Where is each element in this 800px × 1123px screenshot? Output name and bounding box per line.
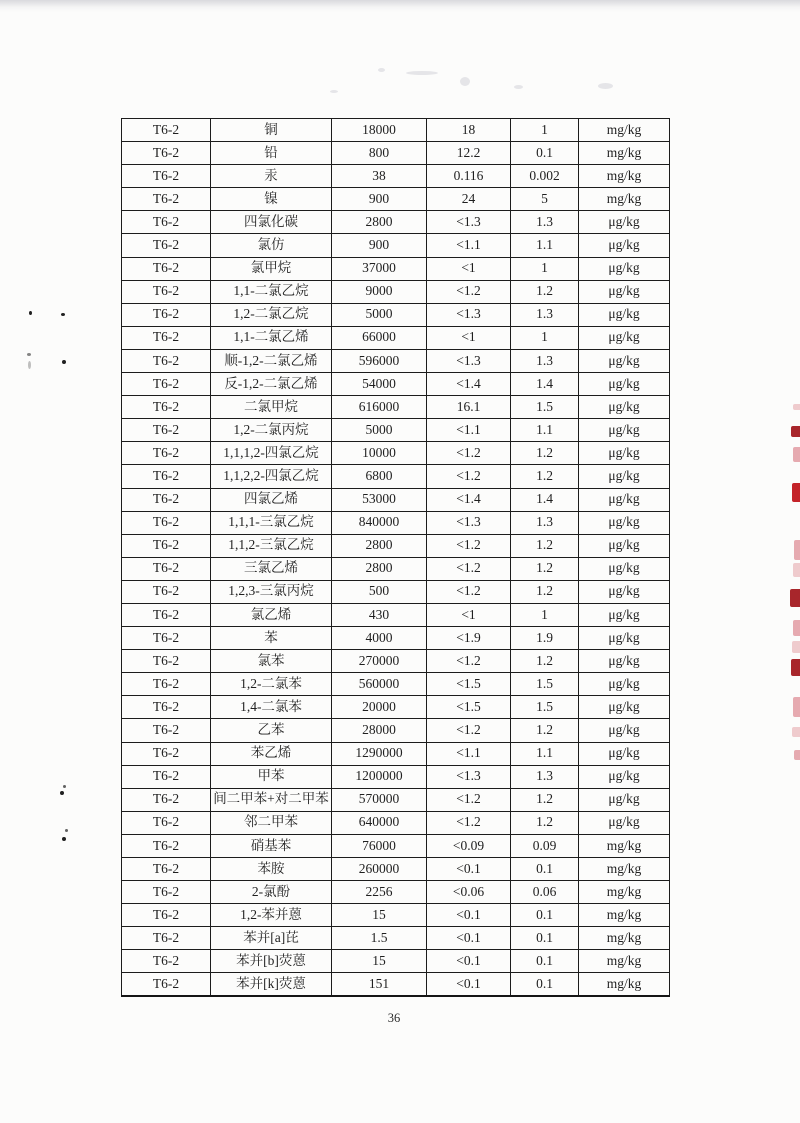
cell-sample-id: T6-2 [122, 811, 211, 834]
cell-screening-value: 28000 [332, 719, 427, 742]
cell-screening-value: 5000 [332, 303, 427, 326]
table-row [122, 465, 670, 488]
cell-sample-id: T6-2 [122, 881, 211, 904]
cell-screening-value: 1.5 [332, 927, 427, 950]
table-row [122, 142, 670, 165]
cell-measured-value: <1.2 [427, 442, 511, 465]
cell-unit: μg/kg [579, 580, 670, 603]
cell-screening-value: 570000 [332, 788, 427, 811]
cell-analyte-name: 铅 [211, 142, 332, 165]
cell-analyte-name: 氯仿 [211, 234, 332, 257]
cell-analyte-name: 苯并[k]荧蒽 [211, 973, 332, 996]
cell-screening-value: 500 [332, 580, 427, 603]
scan-speck [65, 829, 68, 832]
cell-measured-value: <1 [427, 603, 511, 626]
cell-sample-id: T6-2 [122, 742, 211, 765]
scan-speck [60, 791, 64, 795]
cell-measured-value: 18 [427, 119, 511, 142]
scan-edge-shadow [0, 0, 800, 12]
cell-measured-value: <1.2 [427, 465, 511, 488]
cell-detection-limit: 1.2 [511, 557, 579, 580]
cell-analyte-name: 1,1,1-三氯乙烷 [211, 511, 332, 534]
cell-measured-value: <1 [427, 326, 511, 349]
cell-screening-value: 15 [332, 904, 427, 927]
cell-analyte-name: 反-1,2-二氯乙烯 [211, 373, 332, 396]
cell-measured-value: <1.1 [427, 742, 511, 765]
cell-screening-value: 900 [332, 188, 427, 211]
cell-detection-limit: 1.2 [511, 788, 579, 811]
cell-sample-id: T6-2 [122, 234, 211, 257]
scan-speck [28, 361, 31, 369]
cell-unit: μg/kg [579, 280, 670, 303]
cell-analyte-name: 邻二甲苯 [211, 811, 332, 834]
cell-detection-limit: 1.3 [511, 349, 579, 372]
cell-detection-limit: 1.2 [511, 580, 579, 603]
cell-detection-limit: 5 [511, 188, 579, 211]
table-row [122, 673, 670, 696]
cell-measured-value: 12.2 [427, 142, 511, 165]
cell-detection-limit: 1.4 [511, 488, 579, 511]
cell-measured-value: <1.2 [427, 534, 511, 557]
cell-measured-value: <1.5 [427, 673, 511, 696]
cell-unit: mg/kg [579, 904, 670, 927]
cell-screening-value: 54000 [332, 373, 427, 396]
cell-detection-limit: 0.09 [511, 834, 579, 857]
scan-speck [62, 837, 66, 841]
cell-screening-value: 616000 [332, 396, 427, 419]
cell-sample-id: T6-2 [122, 973, 211, 996]
cell-detection-limit: 1.5 [511, 673, 579, 696]
cell-analyte-name: 氯乙烯 [211, 603, 332, 626]
cell-sample-id: T6-2 [122, 257, 211, 280]
cell-analyte-name: 镍 [211, 188, 332, 211]
table-row [122, 858, 670, 881]
table-row [122, 881, 670, 904]
cell-measured-value: <1.3 [427, 349, 511, 372]
cell-unit: μg/kg [579, 326, 670, 349]
table-row [122, 373, 670, 396]
cell-measured-value: <1 [427, 257, 511, 280]
cell-screening-value: 38 [332, 165, 427, 188]
cell-analyte-name: 苯胺 [211, 858, 332, 881]
cell-sample-id: T6-2 [122, 465, 211, 488]
cell-screening-value: 2800 [332, 557, 427, 580]
scan-smudge [330, 90, 338, 93]
cell-measured-value: <0.1 [427, 950, 511, 973]
cell-detection-limit: 1.2 [511, 280, 579, 303]
table-row [122, 534, 670, 557]
cell-measured-value: <0.06 [427, 881, 511, 904]
lab-results-table [121, 118, 670, 997]
scan-smudge [460, 77, 470, 86]
cell-sample-id: T6-2 [122, 904, 211, 927]
cell-sample-id: T6-2 [122, 142, 211, 165]
table-row [122, 950, 670, 973]
cell-measured-value: 24 [427, 188, 511, 211]
table-row [122, 326, 670, 349]
cell-sample-id: T6-2 [122, 396, 211, 419]
cell-sample-id: T6-2 [122, 373, 211, 396]
cell-screening-value: 4000 [332, 627, 427, 650]
cell-unit: μg/kg [579, 373, 670, 396]
cell-screening-value: 66000 [332, 326, 427, 349]
cell-measured-value: <0.1 [427, 973, 511, 996]
table-row [122, 696, 670, 719]
cell-analyte-name: 间二甲苯+对二甲苯 [211, 788, 332, 811]
table-row [122, 119, 670, 142]
cell-unit: μg/kg [579, 349, 670, 372]
cell-sample-id: T6-2 [122, 696, 211, 719]
cell-analyte-name: 1,2-苯并蒽 [211, 904, 332, 927]
cell-unit: μg/kg [579, 696, 670, 719]
red-ink-mark [791, 426, 800, 437]
cell-screening-value: 640000 [332, 811, 427, 834]
cell-screening-value: 18000 [332, 119, 427, 142]
cell-analyte-name: 硝基苯 [211, 834, 332, 857]
cell-analyte-name: 甲苯 [211, 765, 332, 788]
table-row [122, 973, 670, 996]
cell-measured-value: <0.1 [427, 927, 511, 950]
table-row [122, 557, 670, 580]
cell-analyte-name: 1,1-二氯乙烷 [211, 280, 332, 303]
table-row [122, 349, 670, 372]
cell-measured-value: <1.4 [427, 488, 511, 511]
cell-sample-id: T6-2 [122, 188, 211, 211]
cell-sample-id: T6-2 [122, 950, 211, 973]
table-row [122, 280, 670, 303]
cell-sample-id: T6-2 [122, 488, 211, 511]
table-row [122, 927, 670, 950]
cell-unit: μg/kg [579, 419, 670, 442]
table-row [122, 719, 670, 742]
scan-smudge [598, 83, 613, 89]
cell-sample-id: T6-2 [122, 580, 211, 603]
cell-unit: μg/kg [579, 719, 670, 742]
cell-sample-id: T6-2 [122, 673, 211, 696]
cell-measured-value: <1.3 [427, 511, 511, 534]
cell-analyte-name: 氯苯 [211, 650, 332, 673]
red-ink-mark [792, 641, 800, 653]
cell-detection-limit: 1 [511, 119, 579, 142]
cell-unit: mg/kg [579, 950, 670, 973]
cell-detection-limit: 0.1 [511, 973, 579, 996]
cell-detection-limit: 0.1 [511, 927, 579, 950]
cell-screening-value: 840000 [332, 511, 427, 534]
scan-speck [61, 313, 65, 316]
page-number: 36 [387, 1011, 401, 1025]
cell-detection-limit: 0.002 [511, 165, 579, 188]
cell-analyte-name: 苯并[a]芘 [211, 927, 332, 950]
table-row [122, 188, 670, 211]
cell-screening-value: 9000 [332, 280, 427, 303]
cell-unit: mg/kg [579, 973, 670, 996]
cell-measured-value: <1.1 [427, 234, 511, 257]
cell-detection-limit: 1.2 [511, 534, 579, 557]
cell-measured-value: 0.116 [427, 165, 511, 188]
cell-unit: μg/kg [579, 673, 670, 696]
scan-smudge [514, 85, 523, 89]
red-ink-mark [793, 404, 800, 410]
cell-unit: μg/kg [579, 234, 670, 257]
table-row [122, 419, 670, 442]
cell-screening-value: 5000 [332, 419, 427, 442]
scan-speck [62, 360, 66, 364]
cell-sample-id: T6-2 [122, 603, 211, 626]
cell-detection-limit: 1.5 [511, 696, 579, 719]
cell-detection-limit: 0.1 [511, 142, 579, 165]
cell-unit: mg/kg [579, 858, 670, 881]
cell-screening-value: 2256 [332, 881, 427, 904]
cell-analyte-name: 二氯甲烷 [211, 396, 332, 419]
cell-detection-limit: 0.1 [511, 950, 579, 973]
cell-sample-id: T6-2 [122, 419, 211, 442]
cell-sample-id: T6-2 [122, 719, 211, 742]
cell-sample-id: T6-2 [122, 557, 211, 580]
cell-unit: μg/kg [579, 534, 670, 557]
cell-analyte-name: 2-氯酚 [211, 881, 332, 904]
red-ink-mark [793, 447, 800, 462]
cell-detection-limit: 0.1 [511, 858, 579, 881]
cell-detection-limit: 1.2 [511, 465, 579, 488]
cell-detection-limit: 0.06 [511, 881, 579, 904]
cell-analyte-name: 1,1,2,2-四氯乙烷 [211, 465, 332, 488]
cell-unit: mg/kg [579, 142, 670, 165]
cell-measured-value: <0.09 [427, 834, 511, 857]
cell-sample-id: T6-2 [122, 650, 211, 673]
cell-analyte-name: 氯甲烷 [211, 257, 332, 280]
table-row [122, 303, 670, 326]
cell-analyte-name: 1,1-二氯乙烯 [211, 326, 332, 349]
cell-screening-value: 6800 [332, 465, 427, 488]
cell-analyte-name: 苯并[b]荧蒽 [211, 950, 332, 973]
cell-detection-limit: 1.2 [511, 719, 579, 742]
cell-detection-limit: 1.3 [511, 303, 579, 326]
cell-unit: μg/kg [579, 488, 670, 511]
red-ink-mark [794, 750, 800, 760]
cell-unit: μg/kg [579, 257, 670, 280]
cell-unit: mg/kg [579, 834, 670, 857]
cell-detection-limit: 1.3 [511, 211, 579, 234]
table-row [122, 511, 670, 534]
cell-unit: mg/kg [579, 881, 670, 904]
cell-detection-limit: 1.3 [511, 511, 579, 534]
cell-screening-value: 2800 [332, 211, 427, 234]
cell-detection-limit: 1.1 [511, 419, 579, 442]
scan-smudge [378, 68, 385, 72]
cell-analyte-name: 1,2,3-三氯丙烷 [211, 580, 332, 603]
cell-screening-value: 1200000 [332, 765, 427, 788]
cell-sample-id: T6-2 [122, 765, 211, 788]
cell-unit: μg/kg [579, 303, 670, 326]
lab-results-table-body [122, 119, 670, 997]
cell-unit: μg/kg [579, 765, 670, 788]
cell-sample-id: T6-2 [122, 280, 211, 303]
cell-screening-value: 2800 [332, 534, 427, 557]
table-row [122, 765, 670, 788]
cell-sample-id: T6-2 [122, 119, 211, 142]
cell-analyte-name: 汞 [211, 165, 332, 188]
cell-sample-id: T6-2 [122, 858, 211, 881]
cell-analyte-name: 四氯化碳 [211, 211, 332, 234]
cell-screening-value: 10000 [332, 442, 427, 465]
table-row [122, 211, 670, 234]
cell-screening-value: 76000 [332, 834, 427, 857]
cell-unit: μg/kg [579, 465, 670, 488]
cell-analyte-name: 苯 [211, 627, 332, 650]
scan-speck [29, 311, 32, 315]
cell-screening-value: 270000 [332, 650, 427, 673]
cell-screening-value: 560000 [332, 673, 427, 696]
table-row [122, 650, 670, 673]
cell-screening-value: 430 [332, 603, 427, 626]
cell-screening-value: 800 [332, 142, 427, 165]
cell-detection-limit: 1 [511, 326, 579, 349]
cell-detection-limit: 1.2 [511, 650, 579, 673]
table-row [122, 603, 670, 626]
red-ink-mark [793, 620, 800, 636]
cell-analyte-name: 铜 [211, 119, 332, 142]
cell-unit: μg/kg [579, 627, 670, 650]
red-ink-mark [791, 659, 800, 676]
scan-speck [63, 785, 66, 788]
cell-sample-id: T6-2 [122, 303, 211, 326]
cell-unit: μg/kg [579, 442, 670, 465]
red-ink-mark [793, 563, 800, 577]
red-ink-mark [792, 727, 800, 737]
cell-measured-value: <1.3 [427, 211, 511, 234]
cell-analyte-name: 1,1,1,2-四氯乙烷 [211, 442, 332, 465]
cell-analyte-name: 四氯乙烯 [211, 488, 332, 511]
cell-analyte-name: 顺-1,2-二氯乙烯 [211, 349, 332, 372]
cell-detection-limit: 1.4 [511, 373, 579, 396]
cell-measured-value: <0.1 [427, 904, 511, 927]
table-row [122, 742, 670, 765]
cell-screening-value: 1290000 [332, 742, 427, 765]
cell-analyte-name: 苯乙烯 [211, 742, 332, 765]
table-row [122, 580, 670, 603]
red-ink-mark [790, 589, 800, 607]
cell-measured-value: <1.5 [427, 696, 511, 719]
table-row [122, 488, 670, 511]
cell-measured-value: <1.4 [427, 373, 511, 396]
cell-unit: μg/kg [579, 788, 670, 811]
cell-unit: mg/kg [579, 165, 670, 188]
red-ink-mark [792, 483, 800, 502]
scan-speck [27, 353, 31, 356]
cell-unit: mg/kg [579, 119, 670, 142]
cell-unit: μg/kg [579, 742, 670, 765]
cell-analyte-name: 1,2-二氯丙烷 [211, 419, 332, 442]
red-ink-mark [793, 697, 800, 717]
cell-unit: μg/kg [579, 396, 670, 419]
cell-measured-value: <1.2 [427, 788, 511, 811]
cell-measured-value: <1.2 [427, 719, 511, 742]
cell-detection-limit: 1.3 [511, 765, 579, 788]
cell-measured-value: 16.1 [427, 396, 511, 419]
cell-measured-value: <1.3 [427, 303, 511, 326]
cell-measured-value: <1.2 [427, 650, 511, 673]
cell-screening-value: 37000 [332, 257, 427, 280]
table-row [122, 904, 670, 927]
cell-unit: μg/kg [579, 811, 670, 834]
cell-measured-value: <1.2 [427, 580, 511, 603]
cell-sample-id: T6-2 [122, 326, 211, 349]
cell-measured-value: <1.2 [427, 280, 511, 303]
cell-analyte-name: 1,1,2-三氯乙烷 [211, 534, 332, 557]
cell-measured-value: <1.1 [427, 419, 511, 442]
table-row [122, 442, 670, 465]
cell-measured-value: <0.1 [427, 858, 511, 881]
cell-detection-limit: 1.9 [511, 627, 579, 650]
cell-screening-value: 900 [332, 234, 427, 257]
cell-analyte-name: 1,2-二氯苯 [211, 673, 332, 696]
cell-sample-id: T6-2 [122, 442, 211, 465]
cell-unit: μg/kg [579, 211, 670, 234]
cell-screening-value: 15 [332, 950, 427, 973]
table-row [122, 257, 670, 280]
cell-unit: mg/kg [579, 188, 670, 211]
cell-detection-limit: 1.5 [511, 396, 579, 419]
table-row [122, 788, 670, 811]
scan-smudge [406, 71, 438, 75]
cell-screening-value: 53000 [332, 488, 427, 511]
cell-sample-id: T6-2 [122, 534, 211, 557]
table-row [122, 234, 670, 257]
cell-unit: μg/kg [579, 511, 670, 534]
cell-sample-id: T6-2 [122, 511, 211, 534]
cell-analyte-name: 1,4-二氯苯 [211, 696, 332, 719]
cell-measured-value: <1.3 [427, 765, 511, 788]
red-ink-mark [794, 540, 800, 560]
cell-unit: μg/kg [579, 603, 670, 626]
cell-sample-id: T6-2 [122, 349, 211, 372]
cell-screening-value: 596000 [332, 349, 427, 372]
cell-detection-limit: 1.2 [511, 442, 579, 465]
table-row [122, 627, 670, 650]
cell-unit: μg/kg [579, 650, 670, 673]
table-row [122, 165, 670, 188]
cell-measured-value: <1.2 [427, 811, 511, 834]
table-row [122, 396, 670, 419]
cell-detection-limit: 1 [511, 603, 579, 626]
cell-detection-limit: 1.2 [511, 811, 579, 834]
cell-unit: mg/kg [579, 927, 670, 950]
table-row [122, 834, 670, 857]
cell-analyte-name: 三氯乙烯 [211, 557, 332, 580]
table-row [122, 811, 670, 834]
cell-detection-limit: 1.1 [511, 234, 579, 257]
cell-sample-id: T6-2 [122, 927, 211, 950]
cell-screening-value: 151 [332, 973, 427, 996]
cell-detection-limit: 0.1 [511, 904, 579, 927]
cell-sample-id: T6-2 [122, 834, 211, 857]
cell-analyte-name: 1,2-二氯乙烷 [211, 303, 332, 326]
cell-measured-value: <1.9 [427, 627, 511, 650]
cell-sample-id: T6-2 [122, 788, 211, 811]
cell-detection-limit: 1 [511, 257, 579, 280]
cell-sample-id: T6-2 [122, 211, 211, 234]
cell-screening-value: 20000 [332, 696, 427, 719]
cell-detection-limit: 1.1 [511, 742, 579, 765]
cell-screening-value: 260000 [332, 858, 427, 881]
cell-analyte-name: 乙苯 [211, 719, 332, 742]
cell-sample-id: T6-2 [122, 627, 211, 650]
cell-sample-id: T6-2 [122, 165, 211, 188]
cell-measured-value: <1.2 [427, 557, 511, 580]
cell-unit: μg/kg [579, 557, 670, 580]
